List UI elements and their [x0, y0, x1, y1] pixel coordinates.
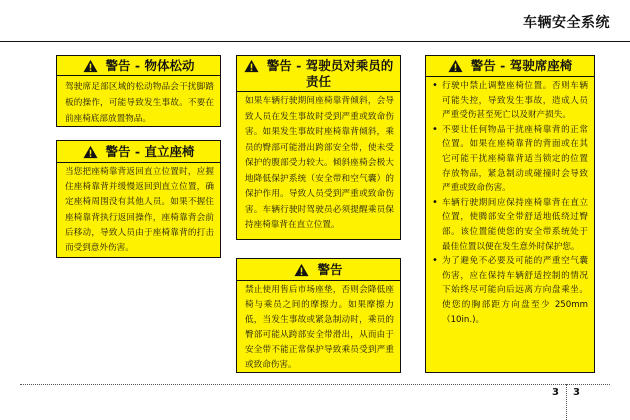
warning-title: 警告 - 直立座椅 — [105, 143, 195, 159]
warning-cushion — [236, 258, 401, 373]
warning-header — [237, 259, 400, 281]
warning-text: 当您把座椅靠背返回直立位置时，应握住座椅靠背并缓慢返回到直立位置，确定座椅周围没有其他人员。如果不握住座椅靠背执行返回操作，座椅靠背会前后移动，导致人员由于座椅靠背的打击而受到意外伤害。 — [65, 167, 214, 254]
warning-header — [426, 56, 594, 77]
list-item: • 行驶中禁止调整座椅位置。否则车辆可能失控，导致发生事故，造成人员严重受伤甚至死亡以及财产损失。 — [432, 79, 588, 123]
list-item: • 不要让任何物品干扰座椅靠背的正常位置。如果在座椅靠背的背面或在其它可能干扰座椅靠背适当锁定的位置存放物品，紧急制动或碰撞时会导致严重或致命伤害。 — [432, 123, 588, 196]
list-item: • 车辆行驶期间应保持座椅靠背在直立位置，使腾部安全带舒适地低绕过臀部。该位置能使您的安全带系统处于最佳位置以便在发生意外时保护您。 — [432, 196, 588, 254]
warning-text: 如果车辆行驶期间座椅靠背倾斜，会导致人员在发生事故时受到严重或致命伤害。如果发生事故时座椅靠背倾斜，乘员的臀部可能滑出跨部安全带，使未受保护的腹部受力较大。倾斜座椅会极大地降低保护系统（安全带和空气囊）的保护作用。导致人员受到严重或致命伤害。车辆行驶时驾驶员必须提醒乘员保持座椅靠背在直立位置。 — [245, 96, 394, 230]
warning-text — [426, 77, 594, 327]
warning-driver-seat — [425, 55, 595, 373]
list-item: • 为了避免不必要及可能的严重空气囊伤害，应在保持车辆舒适控制的情况下始终尽可能向后远离方向盘乘坐。使您的胸部距方向盘至少 250mm（10in.)。 — [432, 254, 588, 327]
section-title: 车辆安全系统 — [523, 15, 610, 31]
page-number-chapter: 3 — [552, 387, 559, 398]
warning-title: 警告 - 驾驶员对乘员的 — [266, 57, 394, 73]
footer-rule — [20, 384, 610, 385]
warning-upright-seat — [56, 140, 221, 258]
warning-triangle-icon — [294, 263, 309, 277]
warning-title: 警告 - 驾驶席座椅 — [470, 58, 573, 73]
warning-title-cont: 责任 — [305, 73, 331, 89]
warning-header — [237, 56, 400, 92]
warning-driver-responsibility — [236, 55, 401, 240]
warning-title: 警告 - 物体松动 — [105, 57, 195, 73]
warning-loose-objects — [56, 55, 221, 127]
warning-text: 禁止使用售后市场座垫，否则会降低座椅与乘员之间的摩擦力。如果摩擦力低，当发生事故或紧急制动时，乘员的臀部可能从跨部安全带滑出，从而由于安全带不能正常保护导致乘员受到严重或致命伤害。 — [245, 285, 394, 370]
warning-triangle-icon — [83, 145, 98, 159]
warning-title: 警告 — [317, 261, 343, 277]
title-rule — [0, 41, 630, 42]
page-separator — [566, 384, 567, 420]
warning-triangle-icon — [83, 59, 98, 73]
warning-header — [57, 141, 220, 163]
warning-triangle-icon — [448, 59, 463, 73]
warning-header — [57, 56, 220, 76]
warning-text: 驾驶席足部区域的松动物品会干扰脚踏板的操作，可能导致发生事故。不要在前座椅底部放置物品。 — [65, 82, 214, 124]
page-number: 3 — [573, 387, 580, 398]
warning-triangle-icon — [244, 59, 259, 73]
